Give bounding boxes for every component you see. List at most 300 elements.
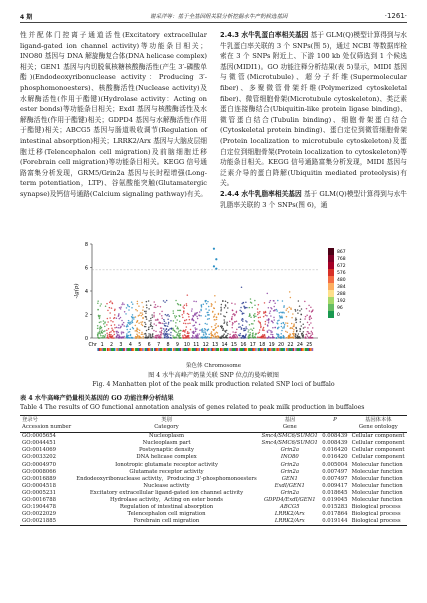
snp-point <box>123 304 125 306</box>
colorbar-label: 288 <box>337 292 346 297</box>
snp-point <box>139 330 141 332</box>
snp-point <box>168 315 170 317</box>
snp-point <box>265 321 267 323</box>
snp-point <box>100 326 102 328</box>
snp-point <box>186 319 188 321</box>
header-rule <box>20 22 407 23</box>
snp-point <box>312 327 314 329</box>
snp-point <box>99 315 101 317</box>
snp-point <box>188 316 190 318</box>
snp-point <box>291 323 293 325</box>
snp-point <box>201 331 203 333</box>
snp-point <box>259 332 261 334</box>
snp-point <box>100 328 102 330</box>
snp-point <box>282 300 284 302</box>
snp-point <box>235 334 237 336</box>
density-cell <box>260 348 262 351</box>
snp-point <box>267 330 269 332</box>
density-cell <box>110 348 112 351</box>
snp-point <box>225 305 227 307</box>
snp-point <box>159 331 161 333</box>
snp-point <box>203 334 205 336</box>
snp-point <box>253 315 255 317</box>
snp-point <box>305 334 307 336</box>
snp-point <box>163 328 165 330</box>
snp-point <box>180 305 182 307</box>
snp-point <box>222 336 224 338</box>
snp-point <box>121 304 123 306</box>
snp-point <box>99 331 101 333</box>
snp-point <box>242 320 244 322</box>
density-cell <box>194 348 196 351</box>
snp-point <box>310 307 312 309</box>
ontology-cell: Molecular function <box>351 475 403 482</box>
density-cell <box>259 348 261 351</box>
x-tick-label: 11 <box>193 343 200 348</box>
figure-legend-title: 染色体 Chromosome <box>185 363 242 369</box>
density-cell <box>180 348 182 351</box>
colorbar-swatch <box>328 248 334 255</box>
snp-point <box>117 336 119 338</box>
snp-point <box>195 331 197 333</box>
snp-point <box>97 309 99 311</box>
y-tick-label: 0 <box>84 335 88 342</box>
snp-point <box>205 308 207 310</box>
col-header <box>320 424 350 433</box>
snp-point <box>123 337 125 339</box>
snp-point <box>304 301 306 303</box>
density-cell <box>220 348 222 351</box>
snp-point <box>146 301 148 303</box>
snp-point <box>179 321 181 323</box>
snp-point <box>259 337 261 339</box>
snp-point <box>164 337 166 339</box>
snp-point <box>283 335 285 337</box>
density-cell <box>177 348 179 351</box>
manhattan-plot <box>70 238 360 360</box>
snp-point <box>132 314 134 316</box>
snp-point <box>211 331 213 333</box>
snp-point <box>119 327 121 329</box>
density-cell <box>173 348 175 351</box>
snp-point <box>298 300 300 302</box>
density-cell <box>170 348 172 351</box>
snp-point <box>252 337 254 339</box>
snp-point <box>283 305 285 307</box>
snp-point <box>246 307 248 309</box>
snp-point <box>189 323 191 325</box>
density-cell <box>236 348 238 351</box>
density-cell <box>169 348 171 351</box>
density-cell <box>100 348 102 351</box>
pvalue-cell: 0.018645 <box>322 489 348 496</box>
snp-point <box>192 331 194 333</box>
ontology-cell: Molecular function <box>351 482 403 489</box>
density-colorbar <box>328 248 346 318</box>
category-cell: Excitatory extracellular ligand-gated ion channel activity <box>89 489 244 496</box>
snp-point <box>303 327 305 329</box>
snp-point <box>129 331 131 333</box>
snp-point <box>226 321 228 323</box>
snp-point <box>307 322 309 324</box>
density-cell <box>235 348 237 351</box>
snp-point <box>270 330 272 332</box>
x-tick-label: 5 <box>138 343 142 348</box>
snp-point <box>138 322 140 324</box>
snp-point <box>196 335 198 337</box>
snp-point <box>163 323 165 325</box>
snp-point <box>110 331 112 333</box>
snp-point <box>135 316 137 318</box>
snp-point <box>152 335 154 337</box>
x-tick-label: 7 <box>157 343 161 348</box>
density-cell <box>227 348 229 351</box>
snp-point <box>234 315 236 317</box>
snp-point <box>310 336 312 338</box>
density-cell <box>298 348 300 351</box>
snp-point <box>302 336 304 338</box>
snp-point <box>194 314 196 316</box>
snp-point <box>207 330 209 332</box>
snp-point <box>281 330 283 332</box>
snp-point <box>246 328 248 330</box>
snp-point <box>136 330 138 332</box>
snp-point <box>122 302 124 304</box>
density-cell <box>271 348 273 351</box>
snp-point <box>156 335 158 337</box>
snp-point <box>278 327 280 329</box>
snp-point <box>213 329 215 331</box>
snp-point <box>248 337 250 339</box>
snp-point <box>184 331 186 333</box>
snp-point <box>172 310 174 312</box>
snp-point <box>300 321 302 323</box>
snp-point <box>177 328 179 330</box>
gene-cell: GEN1 <box>281 475 298 482</box>
snp-point <box>299 330 301 332</box>
snp-point <box>148 326 150 328</box>
density-cell <box>128 348 130 351</box>
snp-point <box>129 324 131 326</box>
snp-point <box>305 316 307 318</box>
snp-point <box>146 318 148 320</box>
snp-point <box>126 333 128 335</box>
snp-point <box>191 310 193 312</box>
snp-point <box>307 335 309 337</box>
snp-point <box>126 326 128 328</box>
snp-point <box>155 304 157 306</box>
snp-point <box>178 310 180 312</box>
snp-point <box>168 329 170 331</box>
snp-point <box>221 337 223 339</box>
snp-point <box>206 312 208 314</box>
snp-point <box>97 332 99 334</box>
snp-point <box>102 335 104 337</box>
density-cell <box>168 348 170 351</box>
significant-snp-point <box>213 248 215 250</box>
snp-point <box>128 331 130 333</box>
colorbar-label: 480 <box>337 278 346 283</box>
snp-point <box>226 312 228 314</box>
snp-point <box>263 327 265 329</box>
snp-point <box>293 331 295 333</box>
col-header: Gene ontology <box>350 424 407 433</box>
table-header-row-en <box>20 424 407 433</box>
snp-point <box>299 310 301 312</box>
snp-point <box>214 314 216 316</box>
snp-point <box>253 316 255 318</box>
snp-point <box>135 330 137 332</box>
snp-point <box>232 331 234 333</box>
snp-point <box>250 316 252 318</box>
snp-point <box>148 335 150 337</box>
snp-point <box>224 331 226 333</box>
density-cell <box>267 348 269 351</box>
snp-point <box>141 315 143 317</box>
snp-point <box>111 307 113 309</box>
snp-point <box>207 314 209 316</box>
snp-point <box>109 332 111 334</box>
snp-point <box>142 317 144 319</box>
snp-point <box>229 334 231 336</box>
col-header: Accession number <box>20 424 74 433</box>
snp-point <box>148 300 150 302</box>
snp-point <box>236 312 238 314</box>
snp-point <box>240 337 242 339</box>
gene-cell: Grin2a <box>280 468 299 475</box>
snp-point <box>160 306 162 308</box>
snp-point <box>241 287 243 289</box>
col-header: 基因体本体 <box>350 416 407 425</box>
density-cell <box>249 348 251 351</box>
snp-point <box>167 326 169 328</box>
snp-point <box>208 334 210 336</box>
snp-point <box>233 337 235 339</box>
snp-point <box>164 331 166 333</box>
snp-point <box>161 333 163 335</box>
density-cell <box>212 348 214 351</box>
density-cell <box>114 348 116 351</box>
density-cell <box>231 348 233 351</box>
snp-point <box>102 337 104 339</box>
snp-point <box>292 327 294 329</box>
density-cell <box>290 348 292 351</box>
snp-point <box>290 334 292 336</box>
snp-point <box>169 328 171 330</box>
colorbar-swatch <box>328 276 334 283</box>
snp-point <box>97 335 99 337</box>
snp-point <box>172 329 174 331</box>
snp-point <box>187 337 189 339</box>
snp-point <box>302 334 304 336</box>
snp-point <box>97 303 99 305</box>
snp-point <box>216 319 218 321</box>
snp-point <box>252 323 254 325</box>
snp-point <box>197 333 199 335</box>
snp-point <box>148 329 150 331</box>
snp-point <box>259 316 261 318</box>
snp-point <box>150 318 152 320</box>
colorbar-swatch <box>328 255 334 262</box>
snp-point <box>110 334 112 336</box>
snp-point <box>265 337 267 339</box>
density-cell <box>306 348 308 351</box>
left-column <box>20 30 207 200</box>
snp-point <box>106 330 108 332</box>
snp-point <box>201 329 203 331</box>
x-tick-label: 24 <box>296 343 303 348</box>
snp-point <box>196 316 198 318</box>
snp-point <box>304 326 306 328</box>
density-cell <box>254 348 256 351</box>
snp-point <box>295 327 297 329</box>
density-cell <box>176 348 178 351</box>
density-cell <box>265 348 267 351</box>
density-cell <box>273 348 275 351</box>
density-cell <box>154 348 156 351</box>
snp-point <box>286 316 288 318</box>
table-row <box>20 454 407 461</box>
density-cell <box>301 348 303 351</box>
colorbar-label: 96 <box>337 306 343 311</box>
figure-caption-cn: 图 4 水牛高峰产奶量关联 SNP 位点的曼哈顿图 <box>148 372 279 379</box>
snp-point <box>254 313 256 315</box>
snp-point <box>111 328 113 330</box>
snp-point <box>216 317 218 319</box>
density-cell <box>199 348 201 351</box>
snp-point <box>250 337 252 339</box>
snp-point <box>277 328 279 330</box>
snp-point <box>211 305 213 307</box>
snp-point <box>159 313 161 315</box>
density-cell <box>107 348 109 351</box>
density-cell <box>136 348 138 351</box>
snp-point <box>311 332 313 334</box>
snp-point <box>244 308 246 310</box>
table-row <box>20 497 407 504</box>
density-cell <box>131 348 133 351</box>
snp-point <box>243 313 245 315</box>
snp-point <box>161 330 163 332</box>
snp-point <box>272 337 274 339</box>
snp-point <box>114 314 116 316</box>
snp-point <box>239 335 241 337</box>
snp-point <box>195 327 197 329</box>
snp-point <box>252 332 254 334</box>
snp-point <box>211 326 213 328</box>
density-cell <box>147 348 149 351</box>
snp-point <box>286 309 288 311</box>
density-cell <box>213 348 215 351</box>
snp-point <box>214 319 216 321</box>
snp-point <box>232 310 234 312</box>
snp-point <box>112 303 114 305</box>
snp-point <box>131 316 133 318</box>
snp-point <box>199 324 201 326</box>
snp-point <box>306 315 308 317</box>
snp-point <box>113 318 115 320</box>
density-cell <box>189 348 191 351</box>
density-cell <box>178 348 180 351</box>
x-tick-label: 19 <box>268 343 275 348</box>
snp-point <box>108 328 110 330</box>
x-tick-label: 22 <box>287 343 294 348</box>
snp-point <box>164 325 166 327</box>
snp-point <box>250 328 252 330</box>
accession-cell: GO:0004970 <box>22 461 56 468</box>
snp-point <box>109 334 111 336</box>
colorbar-swatch <box>328 290 334 297</box>
accession-cell: GO:0005654 <box>22 433 56 440</box>
snp-point <box>145 336 147 338</box>
snp-point <box>270 307 272 309</box>
snp-point <box>153 336 155 338</box>
snp-point <box>270 310 272 312</box>
snp-point <box>142 336 144 338</box>
snp-point <box>223 333 225 335</box>
snp-point <box>297 312 299 314</box>
snp-point <box>192 318 194 320</box>
density-cell <box>158 348 160 351</box>
density-cell <box>244 348 246 351</box>
snp-point <box>179 330 181 332</box>
snp-point <box>297 309 299 311</box>
snp-point <box>109 307 111 309</box>
y-tick-label: 2 <box>84 312 88 319</box>
snp-point <box>223 322 225 324</box>
snp-point <box>145 334 147 336</box>
snp-point <box>272 321 274 323</box>
y-tick-label: 6 <box>84 265 88 272</box>
col-header: P <box>320 416 350 425</box>
snp-point <box>293 334 295 336</box>
snp-point <box>154 306 156 308</box>
snp-point <box>166 328 168 330</box>
snp-point <box>287 322 289 324</box>
snp-point <box>142 309 144 311</box>
snp-point <box>278 320 280 322</box>
snp-point <box>242 313 244 315</box>
density-cell <box>282 348 284 351</box>
snp-point <box>294 309 296 311</box>
snp-point <box>291 317 293 319</box>
snp-point <box>249 324 251 326</box>
snp-point <box>287 325 289 327</box>
colorbar-swatch <box>328 269 334 276</box>
snp-point <box>204 328 206 330</box>
snp-point <box>241 311 243 313</box>
snp-point <box>182 314 184 316</box>
snp-point <box>150 322 152 324</box>
gene-cell: LRRK2/Arx <box>259 518 320 526</box>
snp-point <box>168 323 170 325</box>
snp-point <box>145 316 147 318</box>
snp-point <box>112 335 114 337</box>
snp-point <box>242 302 244 304</box>
snp-point <box>100 305 102 307</box>
snp-point <box>143 306 145 308</box>
snp-point <box>312 337 314 339</box>
snp-point <box>225 300 227 302</box>
snp-point <box>171 327 173 329</box>
snp-point <box>156 337 158 339</box>
density-cell <box>252 348 254 351</box>
snp-point <box>175 325 177 327</box>
snp-point <box>178 315 180 317</box>
snp-point <box>198 333 200 335</box>
snp-point <box>183 312 185 314</box>
gene-cell: Smc4/SMC6/SUMO1 <box>261 440 318 447</box>
